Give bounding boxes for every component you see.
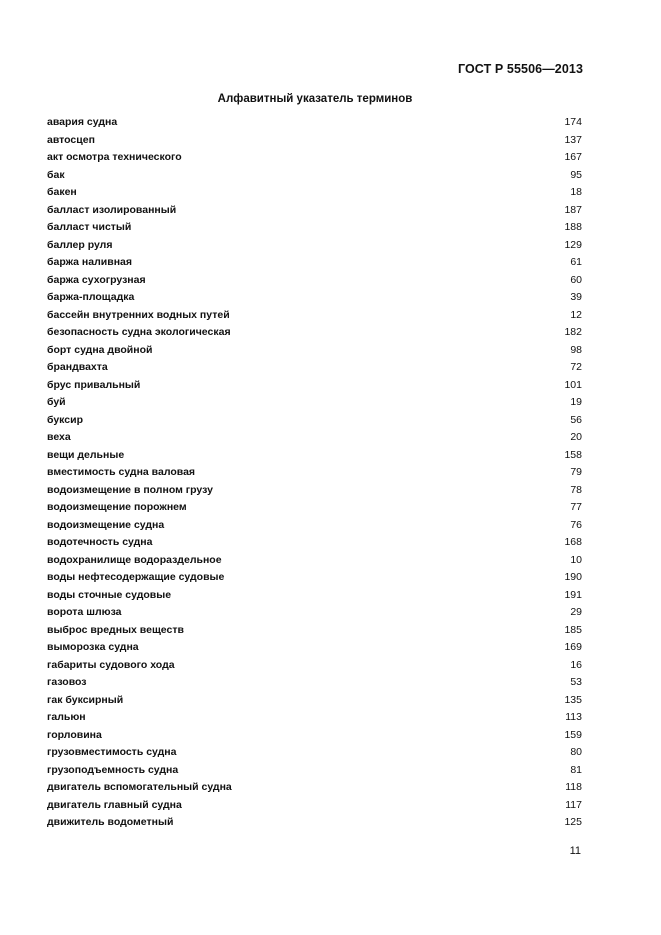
index-term: гальюн [47, 711, 86, 723]
index-entry [47, 342, 582, 360]
index-entry [47, 762, 582, 780]
index-term: баржа наливная [47, 256, 132, 268]
index-page-ref: 169 [564, 641, 582, 653]
index-page-ref: 81 [570, 763, 582, 776]
index-page-ref: 191 [564, 588, 582, 601]
index-entry [47, 184, 582, 202]
index-entry [47, 132, 582, 150]
index-term: буксир [47, 413, 84, 426]
index-entry [47, 412, 582, 430]
index-entry [47, 814, 582, 832]
index-entry [47, 359, 582, 377]
index-term: ворота шлюза [47, 606, 122, 618]
index-entry [47, 779, 582, 797]
index-entry [47, 464, 582, 482]
index-page-ref: 98 [570, 343, 582, 356]
index-page-ref: 182 [564, 326, 582, 338]
index-page-ref: 190 [564, 571, 582, 583]
index-entry [47, 482, 582, 500]
index-entry [47, 324, 582, 342]
index-entry [47, 797, 582, 815]
index-page-ref: 72 [570, 361, 582, 373]
index-entry [47, 604, 582, 622]
index-entry [47, 622, 582, 640]
index-page-ref: 79 [570, 466, 582, 478]
index-entry [47, 709, 582, 727]
index-term: габариты судового хода [47, 658, 175, 671]
index-page-ref: 76 [570, 518, 582, 531]
index-page-ref: 185 [564, 623, 582, 636]
index-entry [47, 674, 582, 692]
index-term: баржа сухогрузная [47, 273, 146, 286]
index-page-ref: 12 [570, 308, 582, 321]
index-entry [47, 744, 582, 762]
index-term: баллер руля [47, 238, 113, 251]
index-term: выморозка судна [47, 641, 139, 653]
index-entry [47, 289, 582, 307]
index-entry [47, 569, 582, 587]
index-entry [47, 657, 582, 675]
index-term: выброс вредных веществ [47, 623, 184, 636]
index-term: движитель водометный [47, 816, 174, 828]
index-term: вместимость судна валовая [47, 466, 196, 478]
index-page-ref: 188 [564, 221, 582, 233]
index-page-ref: 174 [564, 116, 582, 128]
index-term: бак [47, 168, 65, 181]
index-title: Алфавитный указатель терминов [217, 93, 413, 105]
index-term: веха [47, 431, 71, 443]
index-page-ref: 60 [570, 273, 582, 286]
index-term: вещи дельные [47, 448, 125, 461]
index-entry [47, 639, 582, 657]
index-page-ref: 19 [570, 396, 582, 408]
index-page-ref: 167 [564, 151, 582, 163]
index-page-ref: 80 [570, 746, 582, 758]
index-page-ref: 158 [564, 448, 582, 461]
index-term: гак буксирный [47, 693, 124, 706]
index-entry [47, 727, 582, 745]
index-page-ref: 77 [570, 501, 582, 513]
index-entry [47, 552, 582, 570]
index-term: газовоз [47, 676, 87, 688]
index-term: двигатель вспомогательный судна [47, 781, 232, 793]
index-page-ref: 137 [564, 133, 582, 146]
index-term: двигатель главный судна [47, 798, 182, 811]
index-term: баржа-площадка [47, 291, 135, 303]
index-entry [47, 167, 582, 185]
index-term: грузовместимость судна [47, 746, 177, 758]
index-term: воды нефтесодержащие судовые [47, 571, 225, 583]
index-entry [47, 114, 582, 132]
index-entry [47, 447, 582, 465]
index-page-ref: 117 [565, 798, 582, 811]
index-page-ref: 159 [564, 728, 582, 741]
page-number: 11 [569, 845, 581, 857]
index-page-ref: 20 [570, 431, 582, 443]
index-entry [47, 377, 582, 395]
index-term: воды сточные судовые [47, 588, 172, 601]
index-entry [47, 429, 582, 447]
index-term: автосцеп [47, 133, 95, 146]
document-code: ГОСТ Р 55506—2013 [457, 62, 583, 76]
index-term: борт судна двойной [47, 343, 153, 356]
index-page-ref: 113 [565, 711, 582, 723]
index-page-ref: 18 [570, 186, 582, 198]
index-page-ref: 187 [564, 203, 582, 216]
index-term: водохранилище водораздельное [47, 553, 222, 566]
index-entry [47, 499, 582, 517]
index-entry [47, 237, 582, 255]
index-page-ref: 125 [564, 816, 582, 828]
index-term: балласт изолированный [47, 203, 177, 216]
index-entry [47, 272, 582, 290]
index-page-ref: 78 [570, 483, 582, 496]
index-page-ref: 95 [570, 168, 582, 181]
index-page-ref: 10 [570, 553, 582, 566]
index-page-ref: 29 [570, 606, 582, 618]
index-entry [47, 219, 582, 237]
index-page-ref: 118 [565, 781, 582, 793]
index-entry [47, 394, 582, 412]
index-entry [47, 149, 582, 167]
index-page-ref: 135 [564, 693, 582, 706]
index-entry [47, 534, 582, 552]
index-term: балласт чистый [47, 221, 132, 233]
index-page-ref: 168 [564, 536, 582, 548]
index-term: водотечность судна [47, 536, 153, 548]
index-term: горловина [47, 728, 102, 741]
index-term: водоизмещение в полном грузу [47, 483, 213, 496]
index-entry [47, 307, 582, 325]
index-entry [47, 587, 582, 605]
term-index-list [47, 114, 582, 832]
index-entry [47, 254, 582, 272]
index-page-ref: 56 [570, 413, 582, 426]
index-term: водоизмещение порожнем [47, 501, 187, 513]
index-entry [47, 692, 582, 710]
index-entry [47, 202, 582, 220]
index-page-ref: 53 [570, 676, 582, 688]
index-term: водоизмещение судна [47, 518, 165, 531]
index-page-ref: 61 [570, 256, 582, 268]
index-entry [47, 517, 582, 535]
index-page-ref: 39 [570, 291, 582, 303]
index-term: буй [47, 396, 66, 408]
index-term: акт осмотра технического [47, 151, 182, 163]
index-term: брус привальный [47, 378, 141, 391]
index-term: авария судна [47, 116, 118, 128]
index-page-ref: 101 [564, 378, 582, 391]
index-term: брандвахта [47, 361, 108, 373]
index-term: бакен [47, 186, 77, 198]
index-term: бассейн внутренних водных путей [47, 308, 230, 321]
index-page-ref: 16 [570, 658, 582, 671]
index-term: грузоподъемность судна [47, 763, 179, 776]
index-term: безопасность судна экологическая [47, 326, 231, 338]
index-page-ref: 129 [564, 238, 582, 251]
